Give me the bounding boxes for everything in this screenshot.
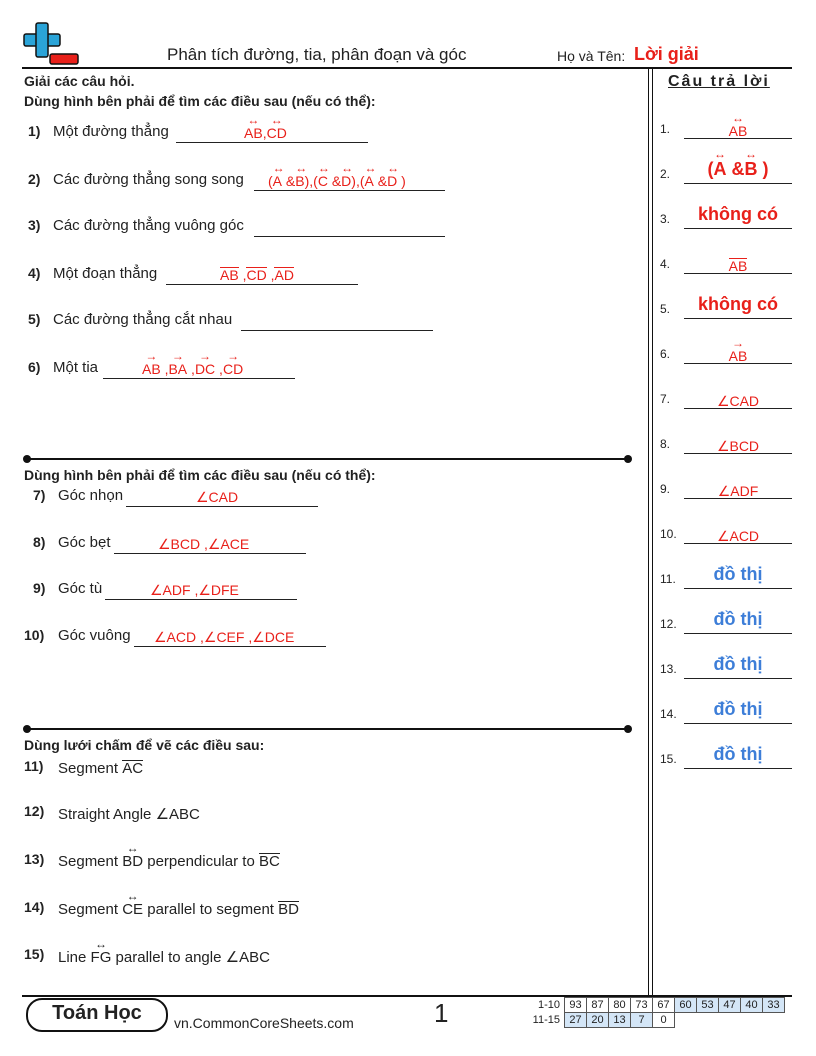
answer-key-line [684,183,792,184]
answer-line [134,646,326,647]
question-number: 2) [28,171,41,187]
score-cell: 7 [631,1013,653,1028]
score-row-label: 11-15 [532,1014,560,1026]
answer-key-number: 10. [660,527,677,541]
answer-key-number: 11. [660,572,676,586]
score-cell: 27 [565,1013,587,1028]
answer-key-title: Câu trả lời [668,73,770,90]
score-cell: 0 [653,1013,675,1028]
answer-key-line [684,588,792,589]
answer-key-line [684,318,792,319]
answer-key-number: 13. [660,662,677,676]
answer-line [126,506,318,507]
page-number: 1 [434,998,449,1028]
text-part: ∠BCD [716,438,760,454]
answer-value: ∠ADF ,∠DFE [150,582,239,598]
question-number: 15) [24,946,45,962]
answer-key-value [684,483,792,500]
divider-dot [23,725,31,733]
answer-column-divider [648,67,653,995]
site-url: vn.CommonCoreSheets.com [174,1015,354,1031]
answer-key-number: 2. [660,167,671,181]
score-cell: 67 [653,998,675,1013]
answer-key-value [684,564,792,585]
text-part: parallel to angle ∠ABC [111,949,270,966]
segment-notation: BD [278,901,299,918]
text-part: đồ thị [713,564,763,584]
answer-key-number: 12. [660,617,677,631]
text-part: đồ thị [713,609,763,629]
line-notation: A ↔ [273,173,282,189]
answer-key-value [684,123,792,139]
section-divider-1 [26,458,628,460]
answer-key-value [684,609,792,630]
question-text [58,805,200,823]
text-part: Straight Angle ∠ABC [58,806,200,823]
question-text: Góc bẹt [58,534,111,551]
answer-key-value [684,204,792,225]
segment-notation: BC [258,853,280,870]
text-part: & [373,173,388,189]
text-part: ) [757,159,769,179]
section-2-heading: Dùng hình bên phải để tìm các điều sau (nếu có thể): [24,467,376,483]
ray-notation: AB → [142,361,161,377]
text-part: , [238,267,247,283]
score-cell: 13 [609,1013,631,1028]
answer-value: ∠ACD ,∠CEF ,∠DCE [154,629,295,645]
page-title: Phân tích đường, tia, phân đoạn và góc [167,45,467,64]
text-part: perpendicular to [143,853,259,870]
question-number: 1) [28,123,41,139]
logo-plus-minus-icon [22,22,80,66]
score-cell: 93 [565,998,587,1013]
answer-value: ∠CAD [196,489,239,505]
text-part: & [327,173,342,189]
segment-notation: CD [246,267,267,283]
line-notation: AB ↔ [729,123,748,139]
answer-key-value [684,744,792,765]
answer-key-line [684,678,792,679]
text-part: đồ thị [713,744,763,764]
text-part: ( [268,173,273,189]
answer-line [254,190,445,191]
text-part: Segment [58,901,123,918]
answer-key-number: 7. [660,392,671,406]
line-notation: D ↔ [387,173,397,189]
answer-key-value [684,654,792,675]
answer-key-line [684,768,792,769]
question-number: 6) [28,359,41,375]
answer-key-value [684,393,792,410]
divider-dot [23,455,31,463]
score-cell: 47 [719,998,741,1013]
section-divider-2 [26,728,628,730]
score-grid [528,997,785,1028]
text-part: ),( [304,173,318,189]
question-number: 9) [33,580,46,596]
answer-line [114,553,306,554]
question-text: Các đường thẳng song song [53,171,244,188]
text-part: , [215,361,223,377]
answer-key-value [684,699,792,720]
segment-notation: AB [728,258,748,274]
name-label: Họ và Tên: [557,48,626,64]
question-text [58,948,270,966]
question-text: Một đoạn thẳng [53,265,158,282]
answer-line [176,142,368,143]
line-notation: D ↔ [341,173,351,189]
answer-key-number: 9. [660,482,671,496]
answer-key-number: 15. [660,752,677,766]
answer-value [244,125,287,141]
score-cell: 53 [697,998,719,1013]
line-notation: AB ↔ [244,125,263,141]
name-value: Lời giải [634,44,699,64]
answer-key-number: 4. [660,257,671,271]
score-cell: 80 [609,998,631,1013]
text-part: & [282,173,296,189]
line-notation: B ↔ [295,173,304,189]
answer-key-line [684,228,792,229]
text-part: , [160,361,169,377]
question-number: 7) [33,487,46,503]
line-notation: A ↔ [365,173,374,189]
question-number: 13) [24,851,45,867]
question-number: 4) [28,265,41,281]
answer-line [241,330,433,331]
line-notation: B ↔ [745,159,758,180]
question-number: 11) [24,758,44,774]
question-number: 14) [24,899,45,915]
question-text: Một đường thẳng [53,123,169,140]
text-part: đồ thị [713,699,763,719]
question-number: 10) [24,627,45,643]
segment-notation: AC [122,760,144,777]
question-text [58,760,143,777]
text-part: , [262,125,267,141]
text-part: ( [707,159,714,179]
score-cell: 33 [763,998,785,1013]
answer-key-line [684,633,792,634]
line-notation: C ↔ [318,173,328,189]
segment-notation: AB [220,267,239,283]
score-row-label: 1-10 [537,999,560,1011]
question-text [58,901,299,918]
text-part: ∠ADF [717,483,759,499]
answer-key-line [684,723,792,724]
header-rule [22,67,792,69]
divider-dot [624,455,632,463]
answer-key-number: 14. [660,707,677,721]
line-notation: CE ↔ [122,901,143,918]
score-cell: 60 [675,998,697,1013]
answer-key-value [684,294,792,315]
answer-key-value [684,348,792,364]
question-text: Góc nhọn [58,487,124,504]
score-cell: 73 [631,998,653,1013]
text-part: , [187,361,195,377]
ray-notation: DC → [195,361,215,377]
question-number: 5) [28,311,41,327]
answer-key-number: 8. [660,437,671,451]
answer-value [268,173,406,189]
answer-key-number: 3. [660,212,671,226]
answer-key-value [684,258,792,274]
answer-line [103,378,295,379]
text-part: parallel to segment [143,901,279,918]
answer-line [166,284,358,285]
score-cell: 20 [587,1013,609,1028]
instruction-line-2: Dùng hình bên phải để tìm các điều sau (nếu có thể): [24,93,376,109]
question-text: Góc tù [58,580,103,597]
segment-notation: AD [274,267,294,283]
question-text [58,853,280,870]
text-part: , [266,267,275,283]
answer-key-value [684,438,792,455]
answer-line [105,599,297,600]
score-cell: 40 [741,998,763,1013]
text-part: đồ thị [713,654,763,674]
text-part: & [726,159,745,179]
divider-dot [624,725,632,733]
question-text: Các đường thẳng vuông góc [53,217,244,234]
score-cell: 87 [587,998,609,1013]
brand-label: Toán Học [52,1002,142,1024]
answer-key-value [684,159,792,180]
line-notation: BD ↔ [122,853,143,870]
text-part: Line [58,949,91,966]
answer-value [220,267,294,283]
text-part: ) [397,173,406,189]
text-part: không có [698,294,778,314]
ray-notation: AB → [729,348,748,364]
score-table [528,997,785,1028]
ray-notation: CD → [223,361,243,377]
answer-value [142,361,243,377]
question-text: Các đường thẳng cắt nhau [53,311,233,328]
answer-key-number: 5. [660,302,671,316]
text-part: ∠CAD [716,393,760,409]
line-notation: A ↔ [714,159,727,180]
question-number: 8) [33,534,46,550]
ray-notation: BA → [168,361,187,377]
answer-key-number: 6. [660,347,671,361]
text-part: Segment [58,853,123,870]
instruction-line-1: Giải các câu hỏi. [24,73,135,89]
answer-line [254,236,445,237]
question-number: 3) [28,217,41,233]
section-3-heading: Dùng lưới chấm để vẽ các điều sau: [24,737,265,753]
question-number: 12) [24,803,45,819]
question-text: Một tia [53,359,99,376]
question-text: Góc vuông [58,627,131,644]
text-part: ),( [351,173,365,189]
line-notation: FG ↔ [91,949,112,966]
answer-value: ∠BCD ,∠ACE [158,536,250,552]
line-notation: CD ↔ [267,125,287,141]
text-part: ∠ACD [716,528,760,544]
answer-key-number: 1. [660,122,671,136]
answer-key-value [684,528,792,545]
text-part: không có [698,204,778,224]
text-part: Segment [58,760,123,777]
